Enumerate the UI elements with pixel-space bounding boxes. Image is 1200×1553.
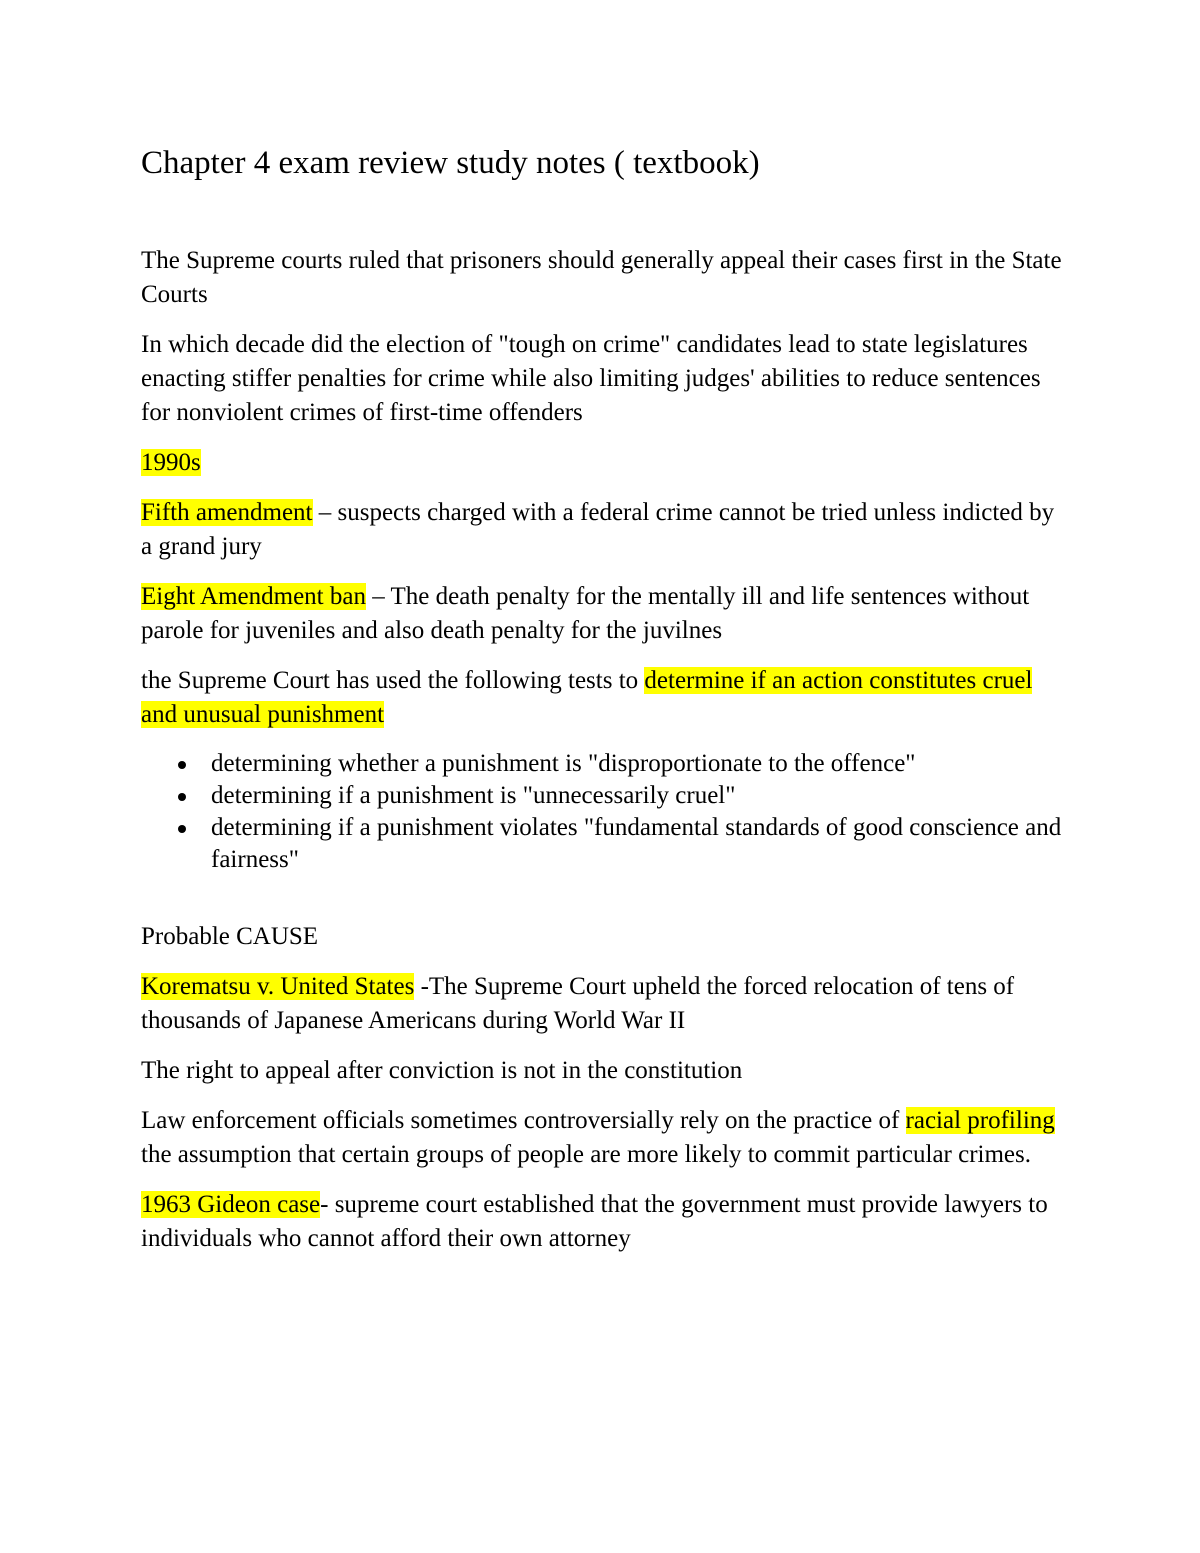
highlight-cruel-unusual: determine if an action constitutes cruel and unusual punishment: [141, 667, 1033, 728]
document-body: [141, 143, 1071, 1272]
paragraph-right-to-appeal: The right to appeal after conviction is not in the constitution: [141, 1057, 743, 1084]
highlight-1990s: 1990s: [141, 449, 201, 476]
racial-profiling-text: the assumption that certain groups of people are more likely to commit particular crimes.: [141, 1141, 1032, 1168]
bullet-icon: [178, 825, 186, 833]
tests-list: [141, 748, 1071, 876]
list-item-text: determining whether a punishment is "disproportionate to the offence": [211, 750, 916, 777]
list-item: [141, 748, 1071, 780]
paragraph-gideon: [141, 1188, 1071, 1256]
highlight-racial-profiling: racial profiling: [905, 1107, 1055, 1134]
racial-profiling-lead: Law enforcement officials sometimes controversially rely on the practice of: [141, 1107, 906, 1134]
highlight-korematsu: Korematsu v. United States: [141, 973, 415, 1000]
paragraph-cruel-unusual: [141, 664, 1071, 732]
list-item: [141, 780, 1071, 812]
highlight-fifth-amendment: Fifth amendment: [141, 499, 313, 526]
paragraph-korematsu: [141, 970, 1071, 1038]
cruel-unusual-lead: the Supreme Court has used the following tests to: [141, 667, 645, 694]
korematsu-text: -The Supreme Court upheld the forced relocation of tens of thousands of Japanese Americans during World War II: [141, 973, 1015, 1034]
fifth-amendment-text: – suspects charged with a federal crime cannot be tried unless indicted by a grand jury: [141, 499, 1055, 560]
paragraph-1990s: [141, 446, 1071, 480]
list-item-text: determining if a punishment violates "fundamental standards of good conscience and fairness": [211, 814, 1062, 873]
page-title: Chapter 4 exam review study notes ( textbook): [141, 145, 760, 181]
paragraph-fifth-amendment: [141, 496, 1071, 564]
paragraph-eighth-amendment: [141, 580, 1071, 648]
bullet-icon: [178, 761, 186, 769]
paragraph-racial-profiling: [141, 1104, 1071, 1172]
highlight-gideon: 1963 Gideon case: [141, 1191, 321, 1218]
list-item-text: determining if a punishment is "unnecessarily cruel": [211, 782, 736, 809]
paragraph-probable-cause: Probable CAUSE: [141, 923, 319, 950]
gideon-text: - supreme court established that the government must provide lawyers to individuals who cannot afford their own attorney: [141, 1191, 1048, 1252]
paragraph-state-courts: The Supreme courts ruled that prisoners should generally appeal their cases first in the State Courts: [141, 247, 1062, 308]
paragraph-tough-on-crime: In which decade did the election of "tough on crime" candidates lead to state legislatures enacting stiffer penalties for crime while also limiting judges' abilities to reduce sentences for nonviolent crimes of first-time offenders: [141, 331, 1041, 426]
highlight-eighth-amendment: Eight Amendment ban: [141, 583, 366, 610]
bullet-icon: [178, 793, 186, 801]
list-item: [141, 812, 1071, 876]
eighth-amendment-text: – The death penalty for the mentally ill and life sentences without parole for juveniles and also death penalty for the juvilnes: [141, 583, 1030, 644]
